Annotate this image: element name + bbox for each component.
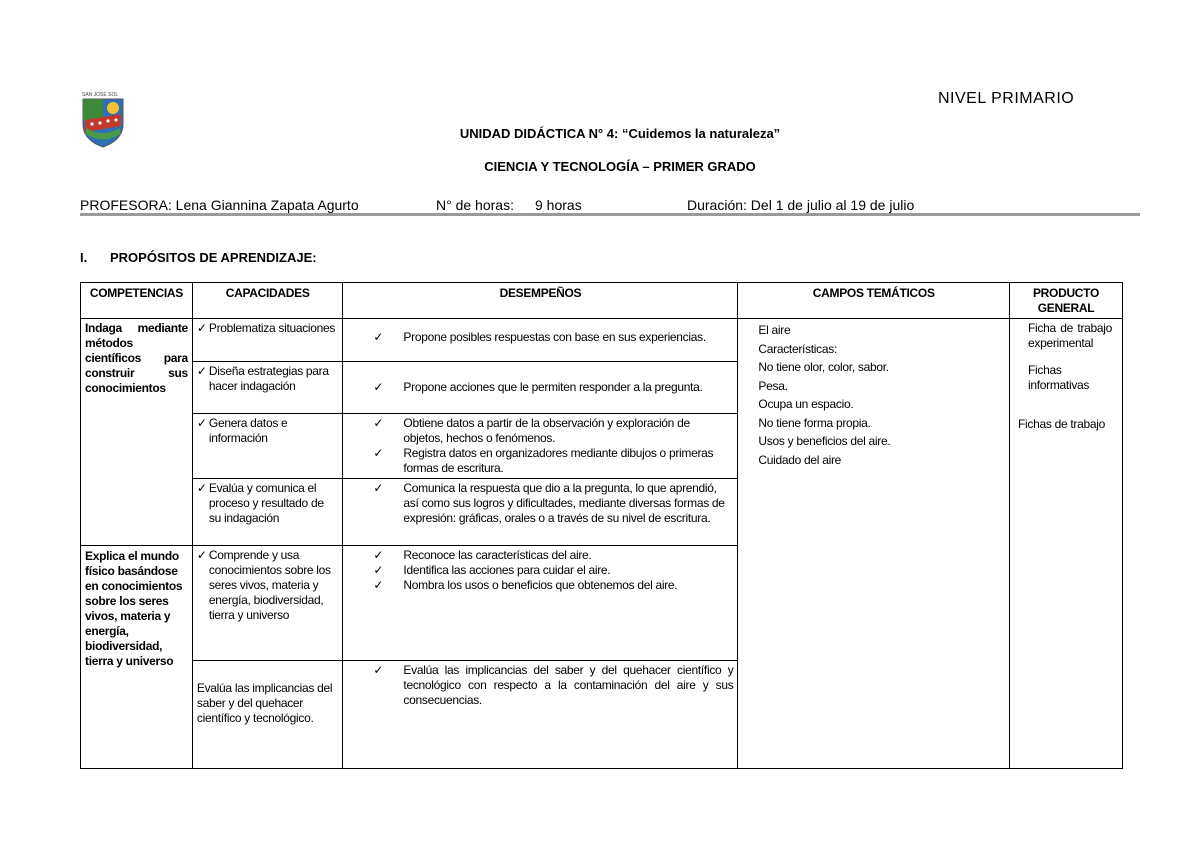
desempeno-cell: [343, 319, 738, 362]
capacidad-cell: [192, 414, 343, 479]
check-icon: ✓: [373, 481, 384, 495]
table-header-row: [81, 283, 1123, 319]
check-icon: ✓: [373, 446, 384, 460]
header-campos: CAMPOS TEMÁTICOS: [738, 283, 1010, 319]
check-icon: ✓: [373, 548, 384, 562]
section-number: I.: [80, 250, 88, 265]
producto-item: Ficha de trabajo experimental: [1028, 321, 1113, 350]
desempeno-text: Propone posibles respuestas con base en sus experiencias.: [403, 330, 706, 344]
desempeno-text: Propone acciones que le permiten responder a la pregunta.: [403, 380, 703, 394]
campo-item: Cuidado del aire: [758, 452, 842, 467]
campo-item: No tiene olor, color, sabor.: [758, 360, 889, 374]
producto-item: Fichas informativas: [1028, 363, 1090, 392]
check-icon: ✓: [373, 330, 384, 344]
teacher-label: PROFESORA: Lena Giannina Zapata Agurto: [80, 197, 359, 213]
campo-item: Pesa.: [758, 378, 788, 393]
desempeno-text: Nombra los usos o beneficios que obtenemos del aire.: [403, 578, 678, 592]
capacidad-cell: [192, 319, 343, 362]
header-divider: [80, 213, 1140, 216]
desempeno-text: Comunica la respuesta que dio a la pregunta, lo que aprendió, así como sus logros y dificultades, mediante diversas formas de expresión: gráficas, orales o a través de su nivel de escritura.: [403, 481, 725, 525]
campos-tematicos-cell: [738, 319, 1010, 769]
capacidad-text: Diseña estrategias para hacer indagación: [208, 364, 329, 393]
check-icon: ✓: [196, 548, 207, 562]
desempeno-cell: [343, 362, 738, 414]
check-icon: ✓: [196, 364, 207, 378]
campo-item: No tiene forma propia.: [758, 415, 871, 430]
table-row: [81, 319, 1123, 362]
desempeno-text: Obtiene datos a partir de la observación y exploración de objetos, hechos o fenómenos.: [403, 416, 690, 445]
competencia-cell: Explica el mundo físico basándose en conocimientos sobre los seres vivos, materia y energía, biodiversidad, tierra y universo: [81, 546, 193, 769]
duration-label: Duración: Del 1 de julio al 19 de julio: [687, 197, 915, 213]
campo-item: Ocupa un espacio.: [758, 397, 854, 411]
capacidad-text: Evalúa y comunica el proceso y resultado de su indagación: [208, 481, 324, 525]
hours-label: N° de horas:: [436, 197, 514, 213]
subject-title: CIENCIA Y TECNOLOGÍA – PRIMER GRADO: [484, 159, 756, 174]
section-title: PROPÓSITOS DE APRENDIZAJE:: [110, 250, 317, 265]
competencia-cell: Indaga mediante métodos científicos para construir sus conocimientos: [81, 319, 193, 546]
check-icon: ✓: [196, 481, 207, 495]
desempeno-cell: [343, 546, 738, 661]
header-desempenos: DESEMPEÑOS: [343, 283, 738, 319]
capacidad-text: Problematiza situaciones: [208, 321, 336, 335]
capacidad-text: Genera datos e información: [208, 416, 288, 445]
desempeno-text: Registra datos en organizadores mediante dibujos o primeras formas de escritura.: [403, 446, 714, 475]
desempeno-cell: [343, 661, 738, 769]
campo-item: El aire: [758, 323, 791, 337]
header-capacidades: CAPACIDADES: [192, 283, 343, 319]
capacidad-text: Comprende y usa conocimientos sobre los seres vivos, materia y energía, biodiversidad, tierra y universo: [208, 548, 331, 622]
desempeno-cell: [343, 479, 738, 546]
check-icon: ✓: [373, 563, 384, 577]
capacidad-cell: [192, 479, 343, 546]
header-competencias: COMPETENCIAS: [81, 283, 193, 319]
header-producto: PRODUCTO GENERAL: [1010, 283, 1123, 319]
check-icon: ✓: [373, 380, 384, 394]
desempeno-text: Evalúa las implicancias del saber y del quehacer científico y tecnológico con respecto a la contaminación del aire y sus consecuencias.: [403, 663, 734, 707]
capacidad-cell: [192, 661, 343, 769]
check-icon: ✓: [373, 663, 384, 677]
check-icon: ✓: [196, 321, 207, 335]
desempeno-cell: [343, 414, 738, 479]
purposes-table: [80, 282, 1123, 769]
desempeno-text: Identifica las acciones para cuidar el aire.: [403, 563, 611, 577]
section-heading: [80, 250, 317, 265]
check-icon: ✓: [373, 578, 384, 592]
campo-item: Características:: [758, 341, 837, 356]
capacidad-text: Evalúa las implicancias del saber y del quehacer científico y tecnológico.: [196, 681, 333, 725]
unit-title: UNIDAD DIDÁCTICA N° 4: “Cuidemos la naturaleza”: [459, 126, 781, 141]
hours-value: 9 horas: [535, 197, 582, 213]
producto-cell: [1010, 319, 1123, 769]
desempeno-text: Reconoce las características del aire.: [403, 548, 592, 562]
check-icon: ✓: [196, 416, 207, 430]
nivel-label: NIVEL PRIMARIO: [938, 90, 1075, 107]
capacidad-cell: [192, 546, 343, 661]
campo-item: Usos y beneficios del aire.: [758, 434, 891, 448]
logo-lettering: SAN JOSE SOL: [82, 92, 119, 98]
capacidad-cell: [192, 362, 343, 414]
producto-item: Fichas de trabajo: [1018, 417, 1105, 431]
check-icon: ✓: [373, 416, 384, 430]
